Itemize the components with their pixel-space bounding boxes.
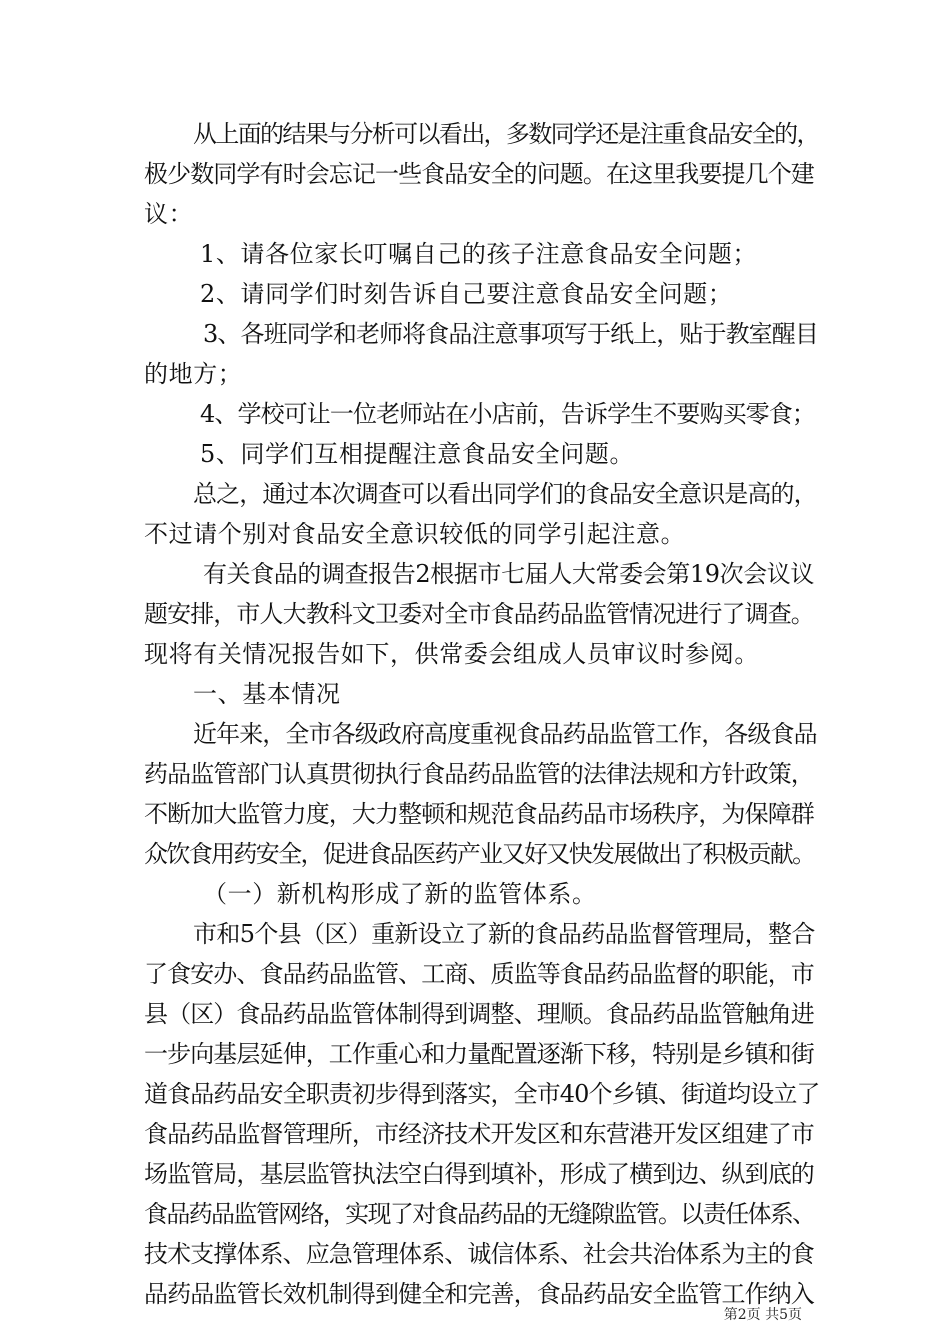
text-line: 不断加大监管力度，大力整顿和规范食品药品市场秩序，为保障群 [144,800,814,828]
text-line: 从上面的结果与分析可以看出，多数同学还是注重食品安全的， [193,120,819,148]
text-line: 众饮食用药安全，促进食品医药产业又好又快发展做出了积极贡献。 [144,840,815,868]
text-line: 食品药品监管网络，实现了对食品药品的无缝隙监管。以责任体系、 [144,1200,815,1228]
text-line: 题安排，市人大教科文卫委对全市食品药品监管情况进行了调查。 [144,600,814,628]
page-number: 第2页 共5页 [723,1307,802,1323]
text-line: 道食品药品安全职责初步得到落实，全市40个乡镇、街道均设立了 [144,1080,820,1108]
text-line: 的地方； [144,360,243,388]
text-line: 近年来，全市各级政府高度重视食品药品监管工作，各级食品 [193,720,817,748]
text-line: 不过请个别对食品安全意识较低的同学引起注意。 [144,520,686,548]
text-line: 2、请同学们时刻告诉自己要注意食品安全问题； [200,280,733,308]
text-line: 议： [144,200,194,228]
text-line: 一步向基层延伸，工作重心和力量配置逐渐下移，特别是乡镇和街 [144,1040,814,1068]
text-line: （一）新机构形成了新的监管体系。 [203,880,597,908]
text-line: 一、基本情况 [193,680,341,708]
text-line: 5、同学们互相提醒注意食品安全问题。 [200,440,635,468]
text-line: 市和5个县（区）重新设立了新的食品药品监督管理局，整合 [193,920,815,948]
text-line: 品药品监管长效机制得到健全和完善，食品药品安全监管工作纳入 [144,1280,814,1308]
text-line: 有关食品的调查报告2根据市七届人大常委会第19次会议议 [203,560,815,588]
text-line: 4、学校可让一位老师站在小店前，告诉学生不要购买零食； [200,400,815,428]
text-line: 县（区）食品药品监管体制得到调整、理顺。食品药品监管触角进 [144,1000,814,1028]
text-line: 现将有关情况报告如下，供常委会组成人员审议时参阅。 [144,640,759,668]
text-line: 极少数同学有时会忘记一些食品安全的问题。在这里我要提几个建 [144,160,814,188]
text-line: 1、请各位家长叮嘱自己的孩子注意食品安全问题； [200,240,758,268]
text-line: 场监管局，基层监管执法空白得到填补，形成了横到边、纵到底的 [144,1160,814,1188]
text-line: 总之，通过本次调查可以看出同学们的食品安全意识是高的， [193,480,817,508]
text-line: 药品监管部门认真贯彻执行食品药品监管的法律法规和方针政策， [144,760,814,788]
text-line: 3、各班同学和老师将食品注意事项写于纸上，贴于教室醒目 [203,320,818,348]
text-line: 了食安办、食品药品监管、工商、质监等食品药品监督的职能，市 [144,960,814,988]
text-line: 食品药品监督管理所，市经济技术开发区和东营港开发区组建了市 [144,1120,814,1148]
text-line: 技术支撑体系、应急管理体系、诚信体系、社会共治体系为主的食 [144,1240,814,1268]
